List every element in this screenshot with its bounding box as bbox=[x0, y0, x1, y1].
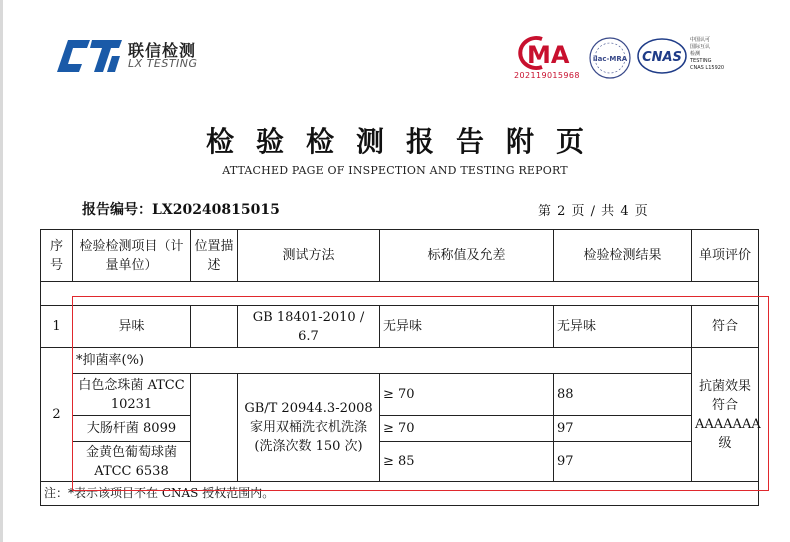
ilac-text: ilac-MRA bbox=[592, 55, 628, 63]
spacer-cell bbox=[41, 282, 759, 306]
row2-sub-standard: ≥ 70 bbox=[380, 416, 554, 442]
row2-method: GB/T 20944.3-2008 家用双桶洗衣机洗涤 (洗涤次数 150 次) bbox=[238, 374, 380, 482]
page-edge bbox=[0, 0, 3, 542]
header-method: 测试方法 bbox=[238, 230, 380, 282]
logo-i-shape bbox=[107, 56, 120, 72]
table-row bbox=[41, 442, 759, 482]
table-row bbox=[41, 416, 759, 442]
cma-text: MA bbox=[527, 41, 570, 69]
spacer-row bbox=[41, 282, 759, 306]
cnas-logo bbox=[636, 36, 688, 76]
cnas-side-text bbox=[690, 37, 724, 72]
row2-sub-standard: ≥ 70 bbox=[380, 374, 554, 416]
row1-standard: 无异味 bbox=[380, 306, 554, 348]
table-row bbox=[41, 374, 759, 416]
header-seq: 序号 bbox=[41, 230, 73, 282]
cma-number: 202119015968 bbox=[514, 71, 580, 80]
row2-position bbox=[191, 374, 238, 482]
row2-verdict: 抗菌效果符合AAAAAAA级 bbox=[692, 348, 759, 482]
header-result: 检验检测结果 bbox=[554, 230, 692, 282]
row1-verdict: 符合 bbox=[692, 306, 759, 348]
cnas-line: 国际互认 bbox=[690, 44, 711, 50]
row2-seq: 2 bbox=[41, 348, 73, 482]
row2-sub-result: 97 bbox=[554, 416, 692, 442]
inspection-table bbox=[40, 229, 759, 506]
page-subtitle: ATTACHED PAGE OF INSPECTION AND TESTING REPORT bbox=[222, 164, 568, 177]
header-verdict: 单项评价 bbox=[692, 230, 759, 282]
table-header-row bbox=[41, 230, 759, 282]
note-row bbox=[41, 482, 759, 506]
cma-logo bbox=[512, 35, 582, 71]
logo-en-text: LX TESTING bbox=[128, 57, 198, 70]
cnas-line: TESTING bbox=[690, 58, 712, 64]
cnas-line: 检测 bbox=[690, 51, 701, 57]
row2-sub-result: 88 bbox=[554, 374, 692, 416]
report-number: 报告编号：LX20240815015 bbox=[82, 202, 280, 218]
table-row bbox=[41, 306, 759, 348]
row2-sub-item: 金黄色葡萄球菌 ATCC 6538 bbox=[73, 442, 191, 482]
table-note: 注：*表示该项目不在 CNAS 授权范围内。 bbox=[41, 482, 759, 506]
row2-sub-item: 大肠杆菌 8099 bbox=[73, 416, 191, 442]
logo-c-shape bbox=[57, 40, 90, 72]
row1-position bbox=[191, 306, 238, 348]
row1-result: 无异味 bbox=[554, 306, 692, 348]
table-row bbox=[41, 348, 759, 374]
row2-sub-item: 白色念珠菌 ATCC 10231 bbox=[73, 374, 191, 416]
cnas-text: CNAS bbox=[642, 50, 682, 65]
logo-cn-text: 联信检测 bbox=[128, 41, 197, 60]
cnas-line: 中国认可 bbox=[690, 37, 711, 43]
row1-item: 异味 bbox=[73, 306, 191, 348]
row2-sub-result: 97 bbox=[554, 442, 692, 482]
row1-method: GB 18401-2010 / 6.7 bbox=[238, 306, 380, 348]
header-item: 检验检测项目（计量单位） bbox=[73, 230, 191, 282]
row2-sub-standard: ≥ 85 bbox=[380, 442, 554, 482]
header-standard: 标称值及允差 bbox=[380, 230, 554, 282]
ilac-mra-logo bbox=[588, 36, 632, 80]
header-position: 位置描述 bbox=[191, 230, 238, 282]
page-indicator: 第 2 页 / 共 4 页 bbox=[538, 204, 648, 219]
cnas-line: CNAS L15920 bbox=[690, 65, 725, 71]
page-title: 检验检测报告附页 bbox=[205, 125, 606, 158]
row1-seq: 1 bbox=[41, 306, 73, 348]
row2-group-label: *抑菌率(%) bbox=[73, 348, 692, 374]
